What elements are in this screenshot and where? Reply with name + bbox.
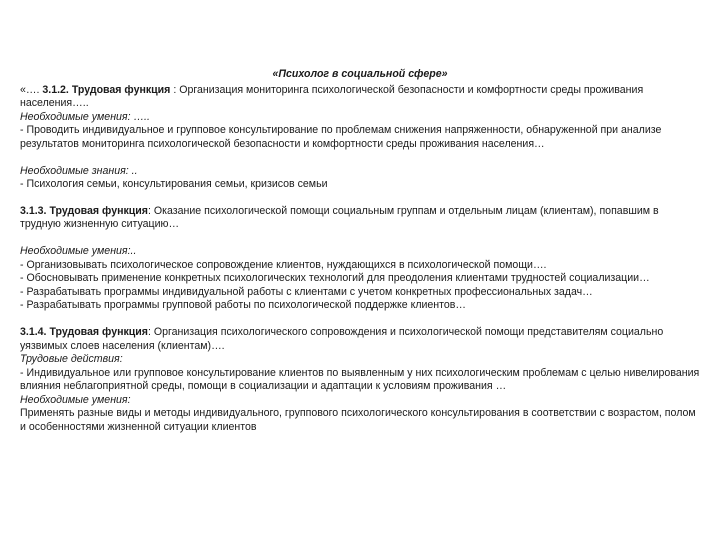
tf312-skills-heading: Необходимые умения: ….. [20,110,150,123]
tf314-code-label: 3.1.4. Трудовая функция [20,325,148,338]
tf312-skill-item: - Проводить индивидуальное и групповое консультирование по проблемам снижения напряженности, обнаруженной при анализе результатов мониторинга психологической безопасности и комфортности среды проживания населения… [20,124,662,150]
tf312-knowledge-heading: Необходимые знания: .. [20,164,138,177]
tf314-skills-heading: Необходимые умения: [20,393,131,406]
tf313-code-label: 3.1.3. Трудовая функция [20,204,148,217]
tf313-skill-item: - Разрабатывать программы индивидуальной работы с клиентами с учетом конкретных профессиональных задач… [20,285,593,298]
tf313-skill-item: - Обосновывать применение конкретных психологических технологий для преодоления клиентами трудностей социализации… [20,272,650,285]
tf313-paragraph [20,205,700,232]
tf313-skill-item: - Организовывать психологическое сопровождение клиентов, нуждающихся в психологической помощи…. [20,258,547,271]
tf314-paragraph [20,326,700,353]
tf313-text: : Оказание психологической помощи социальным группам и отдельным лицам (клиентам), попавшим в трудную жизненную ситуацию… [20,204,659,231]
tf314-action-item: - Индивидуальное или групповое консультирование клиентов по выявленным у них психологическим проблемам с целью нивелирования влияния неблагоприятной среды, помощи в социализации и адаптации к условиям проживания … [20,366,700,393]
tf314-text: : Организация психологического сопровождения и психологической помощи представителям социально уязвимых слоев населения (клиентам)…. [20,325,664,352]
tf312-text: : Организация мониторинга психологической безопасности и комфортности среды проживания населения….. [20,83,644,110]
tf313-skill-item: - Разрабатывать программы групповой работы по психологической поддержке клиентов… [20,299,467,312]
tf312-prefix: «…. [20,83,43,96]
tf312-knowledge-item: - Психология семьи, консультирования семьи, кризисов семьи [20,178,328,191]
document-title: «Психолог в социальной сфере» [272,68,448,80]
document-body [20,68,700,435]
tf314-skill-item: Применять разные виды и методы индивидуального, группового психологического консультирования в соответствии с возрастом, полом и особенностями жизненной ситуации клиентов [20,407,696,434]
tf314-actions-heading: Трудовые действия: [20,353,123,366]
tf313-skills-heading: Необходимые умения:.. [20,244,137,257]
tf312-code-label: 3.1.2. Трудовая функция [42,83,171,96]
tf312-paragraph [20,84,700,111]
